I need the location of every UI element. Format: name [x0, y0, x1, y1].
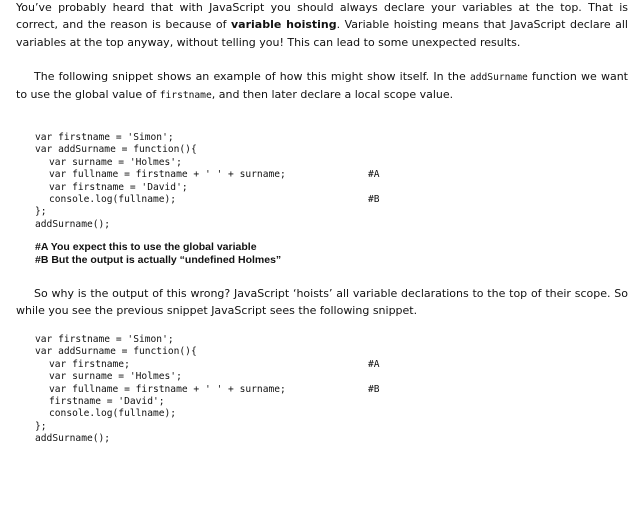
snippet-intro-text-c: , and then later declare a local scope value.	[211, 88, 454, 102]
intro-text-end: . Variable hoisting means that JavaScript declare all variables at the top anyway, without telling you! This can lead to some unexpected results.	[16, 18, 628, 49]
code-line	[35, 206, 435, 218]
code-line	[35, 408, 435, 420]
code-line-text: };	[35, 420, 47, 432]
variable-hoisting-term: variable hoisting	[231, 18, 337, 32]
intro-text-start: You’ve probably heard that with JavaScript you should always declare your variables at the top. That is correct, and the reason is because of	[16, 1, 628, 32]
code-line	[35, 433, 435, 445]
code-line	[35, 359, 435, 371]
annotation-a: #A You expect this to use the global variable	[35, 241, 257, 253]
code-line-text: var addSurname = function(){	[35, 346, 197, 358]
code-line-text: addSurname();	[35, 433, 111, 445]
code-annotations	[35, 241, 435, 267]
snippet-intro-paragraph	[16, 68, 628, 105]
code-line-text: var fullname = firstname + ' ' + surname;	[49, 169, 286, 181]
code-line	[35, 169, 435, 181]
snippet-intro-text-b: function we want to use the global value of	[16, 70, 628, 102]
code-line	[35, 334, 435, 346]
code-line	[35, 219, 435, 231]
inline-code-firstname: firstname	[159, 90, 212, 102]
intro-paragraph	[16, 0, 628, 51]
code-cue-marker: #A	[368, 169, 380, 181]
code-line	[35, 346, 435, 358]
code-cue-marker: #A	[368, 358, 380, 370]
code-line-text: var firstname = 'Simon';	[35, 132, 174, 143]
code-line-text: var fullname = firstname + ' ' + surname;	[49, 383, 286, 395]
code-line-text: console.log(fullname);	[49, 193, 177, 205]
snippet-intro-text-a: The following snippet shows an example of how this might show itself. In the	[34, 70, 470, 83]
code-line-text: var firstname = 'David';	[49, 181, 188, 193]
code-line	[35, 371, 435, 383]
code-line-text: var firstname;	[49, 358, 130, 370]
code-line-text: var surname = 'Holmes';	[49, 371, 182, 383]
code-line	[35, 132, 435, 144]
code-line	[35, 182, 435, 194]
code-line-text: firstname = 'David';	[49, 395, 165, 407]
code-line	[35, 157, 435, 169]
annotation-b: #B But the output is actually “undefined Holmes”	[35, 254, 282, 266]
code-line-text: console.log(fullname);	[49, 408, 177, 420]
code-line	[35, 421, 435, 433]
code-line	[35, 384, 435, 396]
code-cue-marker: #B	[368, 193, 380, 205]
code-line	[35, 396, 435, 408]
inline-code-addsurname: addSurname	[469, 72, 528, 83]
code-line-text: var firstname = 'Simon';	[35, 334, 174, 345]
code-line-text: };	[35, 206, 47, 218]
code-line-text: var surname = 'Holmes';	[49, 156, 182, 168]
code-line-text: var addSurname = function(){	[35, 144, 197, 156]
explanation-paragraph	[16, 285, 628, 320]
code-cue-marker: #B	[368, 383, 380, 395]
code-line	[35, 194, 435, 206]
code-line-text: addSurname();	[35, 218, 111, 230]
explanation-text: So why is the output of this wrong? JavaScript ‘hoists’ all variable declarations to the top of their scope. So while you see the previous snippet JavaScript sees the following snippet.	[16, 287, 628, 318]
code-snippet-2	[35, 334, 435, 446]
code-line	[35, 144, 435, 156]
code-snippet-1	[35, 132, 435, 231]
